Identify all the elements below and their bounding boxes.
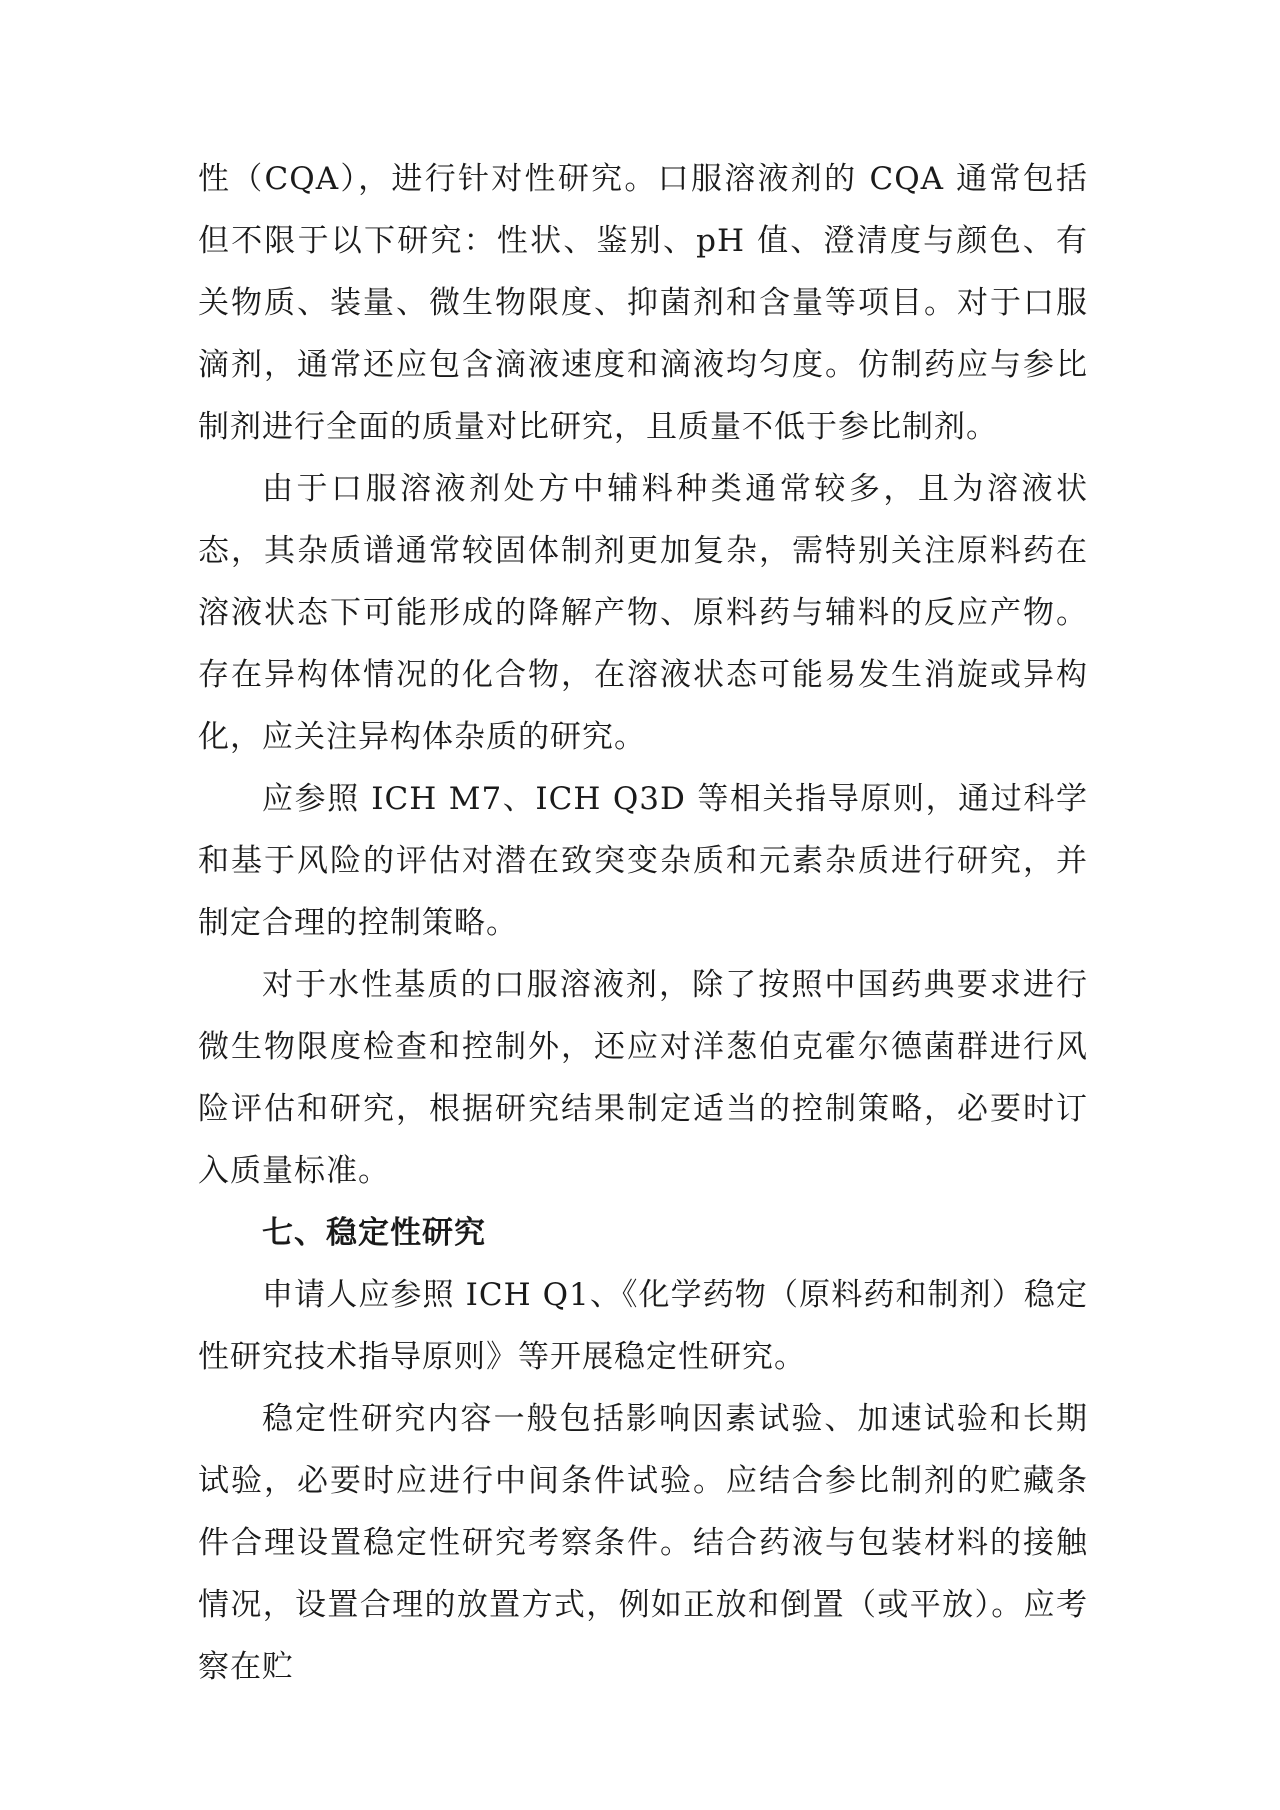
section-heading-stability: 七、稳定性研究 — [262, 1215, 486, 1251]
paragraph-ich-q1: 申请人应参照 ICH Q1、《化学药物（原料药和制剂）稳定性研究技术指导原则》等开展稳定性研究。 — [198, 1277, 1088, 1375]
paragraph-ich-m7-q3d: 应参照 ICH M7、ICH Q3D 等相关指导原则，通过科学和基于风险的评估对潜在致突变杂质和元素杂质进行研究，并制定合理的控制策略。 — [198, 781, 1088, 941]
paragraph-impurity-profile: 由于口服溶液剂处方中辅料种类通常较多，且为溶液状态，其杂质谱通常较固体制剂更加复杂，需特别关注原料药在溶液状态下可能形成的降解产物、原料药与辅料的反应产物。存在异构体情况的化合物，在溶液状态可能易发生消旋或异构化，应关注异构体杂质的研究。 — [198, 471, 1088, 755]
paragraph-cqa-continuation: 性（CQA），进行针对性研究。口服溶液剂的 CQA 通常包括但不限于以下研究：性状、鉴别、pH 值、澄清度与颜色、有关物质、装量、微生物限度、抑菌剂和含量等项目。对于口服滴剂，通常还应包含滴液速度和滴液均匀度。仿制药应与参比制剂进行全面的质量对比研究，且质量不低于参比制剂。 — [198, 161, 1088, 445]
document-body — [198, 148, 1088, 1698]
paragraph-microbial-limit: 对于水性基质的口服溶液剂，除了按照中国药典要求进行微生物限度检查和控制外，还应对洋葱伯克霍尔德菌群进行风险评估和研究，根据研究结果制定适当的控制策略，必要时订入质量标准。 — [198, 967, 1088, 1189]
paragraph-stability-content: 稳定性研究内容一般包括影响因素试验、加速试验和长期试验，必要时应进行中间条件试验。应结合参比制剂的贮藏条件合理设置稳定性研究考察条件。结合药液与包装材料的接触情况，设置合理的放置方式，例如正放和倒置（或平放）。应考察在贮 — [198, 1401, 1088, 1685]
